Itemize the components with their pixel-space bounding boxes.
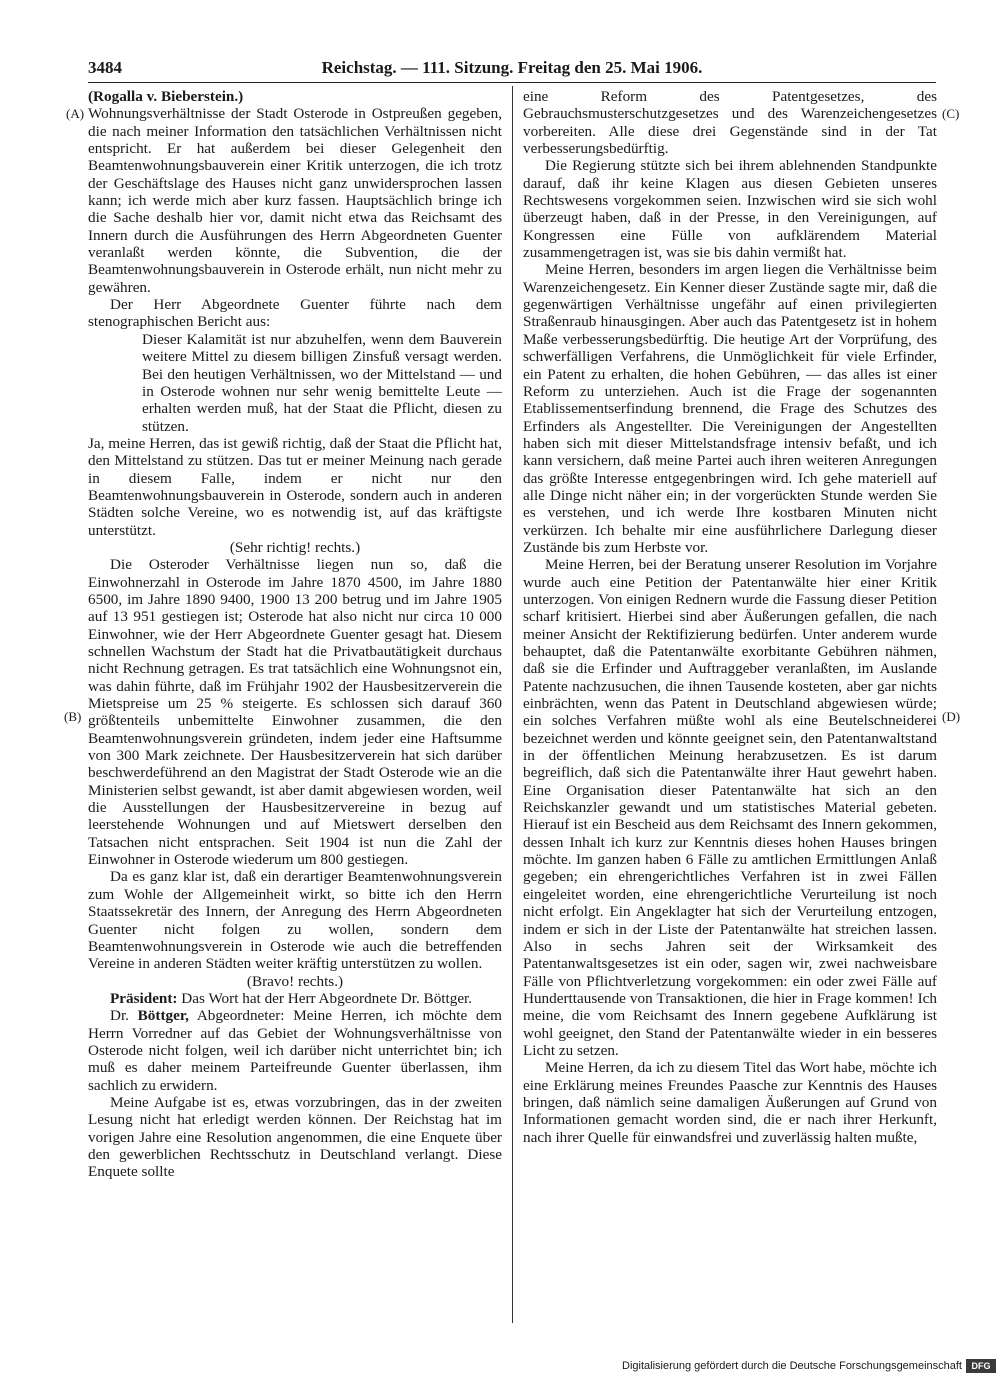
paragraph: Meine Herren, bei der Beratung unserer Resolution im Vorjahre wurde auch eine Petition der Patentanwälte hier einer Kritik unterzogen. Von einigen Rednern wurde die Fassung dieser Petition scharf kritisiert. Hierbei sind aber Äußerungen gefallen, die nach meiner Ansicht der Rektifizierung bedürfen. Unter anderem wurde behauptet, daß die Patentanwälte exorbitante Gebühren nähmen, daß sie die Erfinder und Auftraggeber veranlaßten, im Auslande Patente nachzusuchen, die ihnen Tausende kosteten, aber gar nichts einbrächten, wenn das Patent in Deutschland abgewiesen würde; ein solches Verfahren müßte wohl als eine Beutelschneiderei bezeichnet werden und könnte geeignet sein, den Patentanwaltstand in der öffentlichen Meinung herabzusetzen. Es ist darum begreiflich, daß sich die Patentanwälte ihrer Haut gewehrt haben. Eine Organisation dieser Patentanwälte hat sich an den Reichskanzler gewandt und um statistisches Material gebeten. Hierauf ist ein Bescheid aus dem Reichsamt des Innern gekommen, dessen Inhalt ich kurz zur Kenntnis dieses hohen Hauses bringen möchte. Im ganzen haben 6 Fälle zu amtlichen Ermittlungen Anlaß gegeben; ein ehrengerichtliches Verfahren ist in zwei Fällen eingeleitet worden, eine ehrengerichtliche Verurteilung ist noch nicht erfolgt. Ein Angeklagter hat sich der Verurteilung entzogen, indem er sich in der Liste der Patentanwälte hat streichen lassen. Also in sechs Jahren seit der Wirksamkeit des Patentanwaltsgesetzes ist ein oder, sagen wir, zwei nachweisbare Fälle von Pflichtverletzung vorgekommen: ein oder zwei Fälle auf Hunderttausende von Transaktionen, die hier in Frage kommen! Ich meine, die vom Reichsamt des Innern gegebene Aufklärung ist wohl geeignet, den Stand der Patentanwälte wieder in ein besseres Licht zu setzen.	[523, 556, 937, 1059]
paragraph: Da es ganz klar ist, daß ein derartiger Beamtenwohnungsverein zum Wohle der Allgemeinheit wirkt, so bitte ich den Herrn Staatssekretär des Innern, der Anregung des Herrn Abgeordneten Guenter nicht folgen zu wollen, sondern dem Beamtenwohnungsverein in Osterode wie auch die betreffenden Vereine in anderen Städten weiter kräftig unterstützen zu wollen.	[88, 868, 502, 973]
speaker-prefix: Dr.	[110, 1007, 129, 1025]
margin-marker-d: (D)	[942, 709, 961, 724]
interjection: (Sehr richtig! rechts.)	[229, 538, 361, 556]
page-header	[88, 58, 936, 80]
speaker-intro	[88, 1007, 502, 1094]
president-text: Das Wort hat der Herr Abgeordnete Dr. Böttger.	[181, 989, 473, 1007]
margin-marker-b: (B)	[64, 709, 82, 724]
digitization-credit: Digitalisierung gefördert durch die Deutsche Forschungsgemeinschaft	[622, 1360, 962, 1372]
paragraph: Meine Herren, besonders im argen liegen die Verhältnisse beim Warenzeichengesetz. Ein Kenner dieser Zustände sagte mir, daß die gegenwärtigen Verhältnisse ungefähr auf einen privilegierten Straßenraub hinausgingen. Aber auch das Patentgesetz ist in hohem Maße verbesserungsbedürftig. Die heutige Art der Vorprüfung, des schwerfälligen Verfahrens, die Unmöglichkeit für viele Erfinder, ein Patent zu erhalten, die hohen Gebühren, — das alles ist einer Reform zu unterziehen. Auch ist die Frage der sogenannten Etablissementserfindung brennend, die Frage des Schutzes des Erfinders als Angestellter. Die Vereinigungen der Angestellten haben sich mit dieser Mittelstandsfrage intensiv befaßt, und ich kann versichern, daß meine Partei auch ihren weiteren Anregungen das größte Interesse entgegenbringen wird. Ich gehe materiell auf alle Dinge nicht näher ein; in der vorgerückten Stunde werden Sie es verstehen, und ich werde Ihre kostbaren Minuten nicht verkürzen. Ich behalte mir eine ausführlichere Darlegung dieser Zustände bis zum Herbste vor.	[523, 261, 937, 556]
paragraph: Die Osteroder Verhältnisse liegen nun so, daß die Einwohnerzahl in Osterode im Jahre 1870 4500, im Jahre 1880 6500, im Jahre 1890 9400, 1900 13 200 betrug und im Jahre 1905 auf 13 951 gestiegen ist; Osterode hat also nicht nur circa 10 000 Einwohner, wie der Herr Abgeordnete Guenter gesagt hat. Diesem schnellen Wachstum der Stadt hat die Privatbautätigkeit durchaus nicht Rechnung getragen. Es trat tatsächlich eine Wohnungsnot ein, was dahin führte, daß im Frühjahr 1902 der Hausbesitzerverein die Mietspreise um 25 % steigerte. Es schlossen sich darauf 360 größtenteils unbemittelte Einwohner zusammen, die den Beamtenwohnungsverein gründeten, indem jeder eine Haftsumme von 300 Mark zeichnete. Der Hausbesitzerverein hat sich darüber beschwerdeführend an den Magistrat der Stadt Osterode wie an die Ministerien selbst gewandt, ist aber damit abgewiesen worden, weil die Ausstellungen der Hausbesitzervereine in bezug auf leerstehende Wohnungen und auf Mietswert derselben den Tatsachen nicht entsprachen. Seit 1904 ist nun die Zahl der Einwohner in Osterode wiederum um 800 gestiegen.	[88, 556, 502, 869]
paragraph: Der Herr Abgeordnete Guenter führte nach dem stenographischen Bericht aus:	[88, 296, 502, 331]
interjection: (Bravo! rechts.)	[246, 972, 344, 990]
running-title: Reichstag. — 111. Sitzung. Freitag den 25. Mai 1906.	[321, 58, 703, 77]
speaker-continued: (Rogalla v. Bieberstein.)	[88, 88, 244, 105]
column-divider	[512, 86, 513, 1323]
left-column	[88, 88, 502, 1181]
paragraph: Meine Aufgabe ist es, etwas vorzubringen, das in der zweiten Lesung nicht hat erledigt werden können. Der Reichstag hat im vorigen Jahre eine Resolution angenommen, die eine Enquete über den gewerblichen Rechtsschutz in Deutschland verlangt. Diese Enquete sollte	[88, 1093, 502, 1181]
margin-marker-c: (C)	[942, 106, 960, 121]
header-rule	[88, 82, 936, 83]
speaker-name: Böttger,	[137, 1007, 189, 1025]
margin-marker-a: (A)	[66, 106, 85, 121]
paragraph: Ja, meine Herren, das ist gewiß richtig, daß der Staat die Pflicht hat, den Mittelstand zu stützen. Das tut er meiner Meinung nach gerade in diesem Falle, indem er nicht nur den Beamtenwohnungsbauverein in Osterode, sondern auch in anderen Städten solche Vereine, wo es notwendig ist, auf das kräftigste unterstützt.	[88, 434, 502, 539]
paragraph: eine Reform des Patentgesetzes, des Gebrauchsmusterschutzgesetzes und des Warenzeichengesetzes vorbereiten. Alle diese drei Gegenstände sind in der Tat verbesserungsbedürftig.	[523, 88, 937, 158]
speaker-text: Abgeordneter: Meine Herren, ich möchte dem Herrn Vorredner auf das Gebiet der Wohnungsverhältnisse von Osterode nicht folgen, weil ich darüber nicht unterrichtet bin; ich muß es daher meinem Parteifreunde Guenter überlassen, ihm sachlich zu erwidern.	[88, 1007, 503, 1094]
paragraph: Wohnungsverhältnisse der Stadt Osterode in Ostpreußen gegeben, die nach meiner Information den tatsächlichen Verhältnissen nicht entspricht. Er hat außerdem bei dieser Gelegenheit den Beamtenwohnungsbauverein einer Kritik unterzogen, die ich trotz der Geschäftslage des Hauses nicht ganz unwidersprochen lassen kann; ich werde mich aber kurz fassen. Hauptsächlich bringe ich die Sache deshalb hier vor, damit nicht etwa das Reichsamt des Innern durch die Ausführungen des Herrn Abgeordneten Guenter veranlaßt werden könnte, die Subvention, die der Beamtenwohnungsbauverein in Osterode erhält, nun nicht mehr zu gewähren.	[88, 105, 502, 296]
block-quote: Dieser Kalamität ist nur abzuhelfen, wenn dem Bauverein weitere Mittel zu diesem billigen Zinsfuß versagt werden. Bei den heutigen Verhältnissen, wo der Mittelstand — und in Osterode wohnen nur sehr wenig bemittelte Leute — erhalten werden muß, hat der Staat die Pflicht, diesen zu stützen.	[142, 330, 502, 435]
dfg-logo: DFG	[966, 1359, 996, 1373]
page-number: 3484	[88, 58, 122, 77]
paragraph: Meine Herren, da ich zu diesem Titel das Wort habe, möchte ich eine Erklärung meines Freundes Paasche zur Kenntnis des Hauses bringen, daß nämlich seine damaligen Äußerungen auf Grund von Informationen gemacht worden sind, die er nach ihrer Herkunft, nach ihrer Quelle für einwandsfrei und zuverlässig halten mußte,	[523, 1059, 937, 1146]
president-label: Präsident:	[110, 989, 178, 1007]
president-statement	[88, 990, 502, 1007]
right-column	[523, 88, 937, 1146]
paragraph: Die Regierung stützte sich bei ihrem ablehnenden Standpunkte darauf, daß ihr keine Klagen aus diesen Gebieten unseres Rechtswesens vorgekommen seien. Inzwischen wird sie sich wohl überzeugt haben, daß in der Presse, in den Vereinigungen, auf Kongressen eine Fülle von aufklärendem Material zusammengetragen ist, was sie bis dahin vermißt hat.	[523, 157, 937, 262]
